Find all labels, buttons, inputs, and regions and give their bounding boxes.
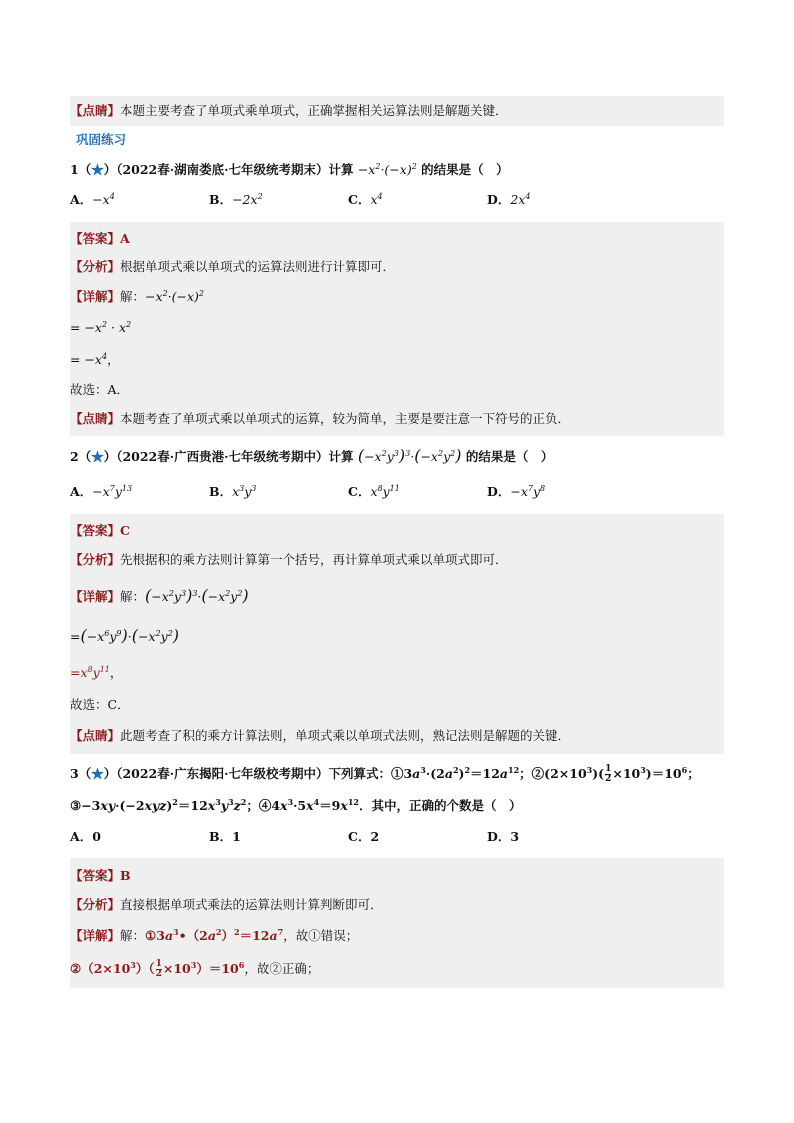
q3-options [70,824,724,850]
q1-stem: 1（★）（2022春·湖南娄底·七年级统考期末）计算 $-x^2\cdot(-x)^2$ 的结果是（ ） [70,161,509,177]
q2-answer: C [120,523,130,538]
top-note [70,96,724,126]
q1-solution: 【答案】A 【分析】根据单项式乘以单项式的运算法则进行计算即可． 【详解】解：$-x^2\cdot(-x)^2$ = $-x^2 \cdot x^2$ = $-x^4$， 故选：A． 【点睛】本题考查了单项式乘以单项式的运算，较为简单，主要是要注意一下符号的正负． [70,222,724,436]
q2-option-d: D．$-x^7y^8$ [487,483,546,499]
q1-option-c: C．$x^4$ [348,191,383,207]
q3-answer: B [120,868,131,883]
q2-choose: 故选：C． [70,697,130,712]
q3-option-b: B．1 [209,829,241,844]
q3-stem-line2: $③-3xy\cdot(-2xyz)^2=12x^3y^3z^2$；$④4x^3\cdot 5x^4=9x^{12}$．其中，正确的个数是（ ） [70,796,522,813]
q2-options [70,478,724,506]
q3-solution: 【答案】B 【分析】直接根据单项式乘法的运算法则计算判断即可． 【详解】解：$①3a^3•(2a^2)^2=12a^7$，故①错误； $②(2\times 10^3)$（ $\frac{1}{2}$ $\times 10^3)=10^6$，故②正确； [70,858,724,988]
star-icon: ★ [91,162,104,177]
q1-options [70,192,724,214]
note-label: 【点睛】 [70,103,121,118]
q2-option-b: B．$x^3y^3$ [209,483,257,499]
section-title: 巩固练习 [76,132,127,147]
document-page [70,96,724,979]
star-icon: ★ [91,766,104,781]
q2-option-a: A．$-x^7y^{13}$ [70,483,133,499]
q3-option-a: A．0 [70,829,101,844]
q2-solution: 【答案】C 【分析】先根据积的乘方法则计算第一个括号，再计算单项式乘以单项式即可． 【详解】解：$(-x^2y^3)^3\cdot(-x^2y^2)$ $=(-x^6y^9)\cdot(-x^2y^2)$ $=x^8y^{11}$， 故选：C． 【点睛】此题考查了积的乘方计算法则，单项式乘以单项式法则，熟记法则是解题的关键． [70,514,724,754]
q2-stem: 2（★）（2022春·广西贵港·七年级统考期中）计算 $(-x^2y^3)^3\cdot(-x^2y^2)$ 的结果是（ ） [70,446,554,465]
q1-option-a: A．$-x^4$ [70,191,115,207]
q3-option-d: D．3 [487,829,520,844]
q3-option-c: C．2 [348,829,380,844]
q1-option-b: B．$-2x^2$ [209,191,263,207]
q1-option-d: D．$2x^4$ [487,191,531,207]
section-title-row [70,132,724,154]
star-icon: ★ [91,449,104,464]
q1-choose: 故选：A． [70,382,130,397]
q3-stem-line1: 3（★）（2022春·广东揭阳·七年级校考期中）下列算式：$①3a^3\cdot(2a^2)^2=12a^{12}$；$②(2\times 10^3)$( $\frac{1}{2}$ $\times 10^3)=10^6$； [70,764,700,784]
q1-answer: A [120,231,130,246]
note-text: 本题主要考查了单项式乘单项式，正确掌握相关运算法则是解题关键． [120,103,508,118]
q2-option-c: C．$x^8y^{11}$ [348,483,400,499]
